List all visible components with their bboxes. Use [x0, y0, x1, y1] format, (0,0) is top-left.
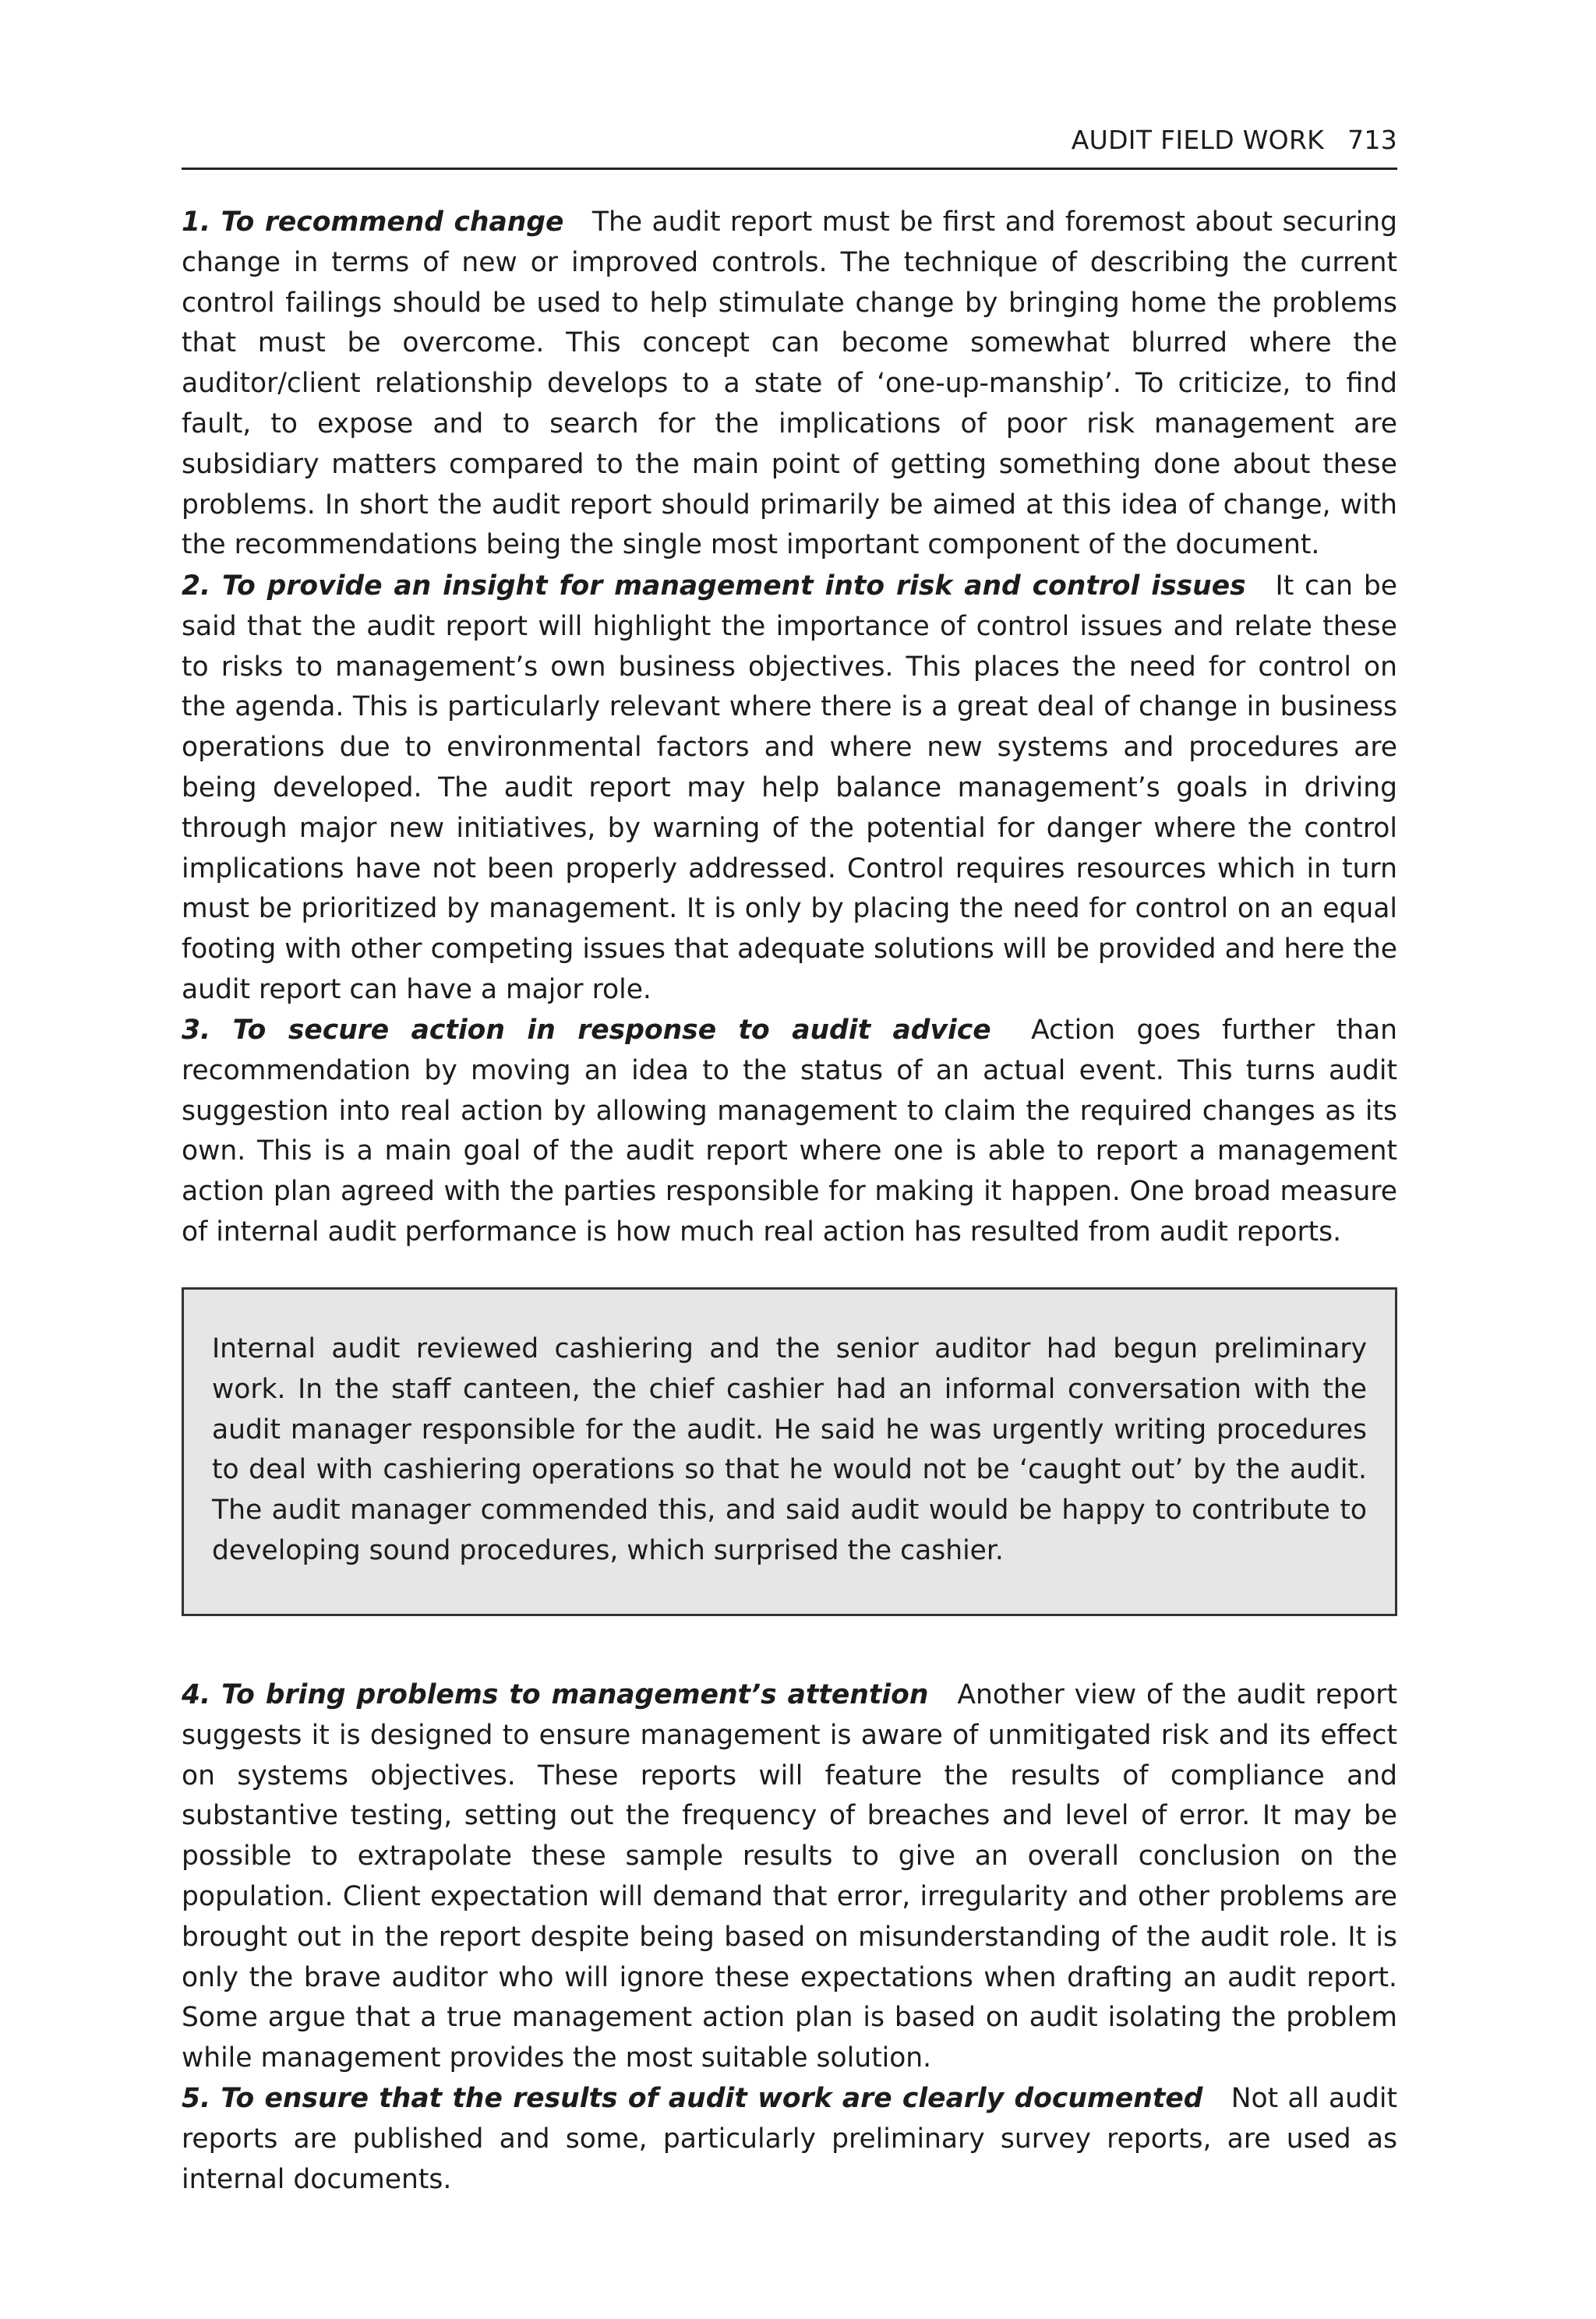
running-title: AUDIT FIELD WORK	[1071, 125, 1325, 155]
case-study-box	[182, 1287, 1397, 1616]
paragraph-5-text: Not all audit reports are published and some, particularly preliminary survey reports, are used as internal documents.	[182, 2083, 1398, 2195]
paragraph-4-heading: 4. To bring problems to management’s attention	[182, 1679, 929, 1710]
paragraph-5-heading: 5. To ensure that the results of audit work are clearly documented	[182, 2083, 1203, 2114]
paragraph-1-text: The audit report must be first and foremost about securing change in terms of new or improved controls. The technique of describing the current control failings should be used to help stimulate change by bringing home the problems that must be overcome. This concept can become somewhat blurred where the auditor/client relationship develops to a state of ‘one-up-manship’. To criticize, to find fault, to expose and to search for the implications of poor risk management are subsidiary matters compared to the main point of getting something done about these problems. In short the audit report should primarily be aimed at this idea of change, with the recommendations being the single most important component of the document.	[182, 206, 1398, 561]
book-page	[182, 0, 1397, 2319]
paragraph-2-heading: 2. To provide an insight for management into risk and control issues	[182, 570, 1246, 602]
paragraph-2	[182, 567, 1397, 1011]
paragraph-1-heading: 1. To recommend change	[182, 206, 564, 238]
paragraph-5	[182, 2079, 1397, 2200]
paragraph-4	[182, 1675, 1397, 2079]
paragraph-4-text: Another view of the audit report suggests it is designed to ensure management is aware of unmitigated risk and its effect on systems objectives. These reports will feature the results of compliance and substantive testing, setting out the frequency of breaches and level of error. It may be possible to extrapolate these sample results to give an overall conclusion on the population. Client expectation will demand that error, irregularity and other problems are brought out in the report despite being based on misunderstanding of the audit role. It is only the brave auditor who will ignore these expectations when drafting an audit report. Some argue that a true management action plan is based on audit isolating the problem while management provides the most suitable solution.	[182, 1679, 1398, 2074]
paragraph-3-heading: 3. To secure action in response to audit advice	[182, 1015, 991, 1046]
paragraph-3-text: Action goes further than recommendation by moving an idea to the status of an actual event. This turns audit suggestion into real action by allowing management to claim the required changes as its own. This is a main goal of the audit report where one is able to report a management action plan agreed with the parties responsible for making it happen. One broad measure of internal audit performance is how much real action has resulted from audit reports.	[182, 1015, 1397, 1248]
paragraph-3	[182, 1011, 1397, 1253]
paragraph-1	[182, 203, 1397, 566]
page-number: 713	[1347, 125, 1397, 155]
paragraph-2-text: It can be said that the audit report will highlight the importance of control issues and relate these to risks to management’s own business objectives. This places the need for control on the agenda. This is particularly relevant where there is a great deal of change in business operations due to environmental factors and where new systems and procedures are being developed. The audit report may help balance management’s goals in driving through major new initiatives, by warning of the potential for danger where the control implications have not been properly addressed. Control requires resources which in turn must be prioritized by management. It is only by placing the need for control on an equal footing with other competing issues that adequate solutions will be provided and here the audit report can have a major role.	[182, 570, 1397, 1005]
running-header	[182, 123, 1397, 164]
header-rule	[182, 168, 1397, 170]
case-study-text: Internal audit reviewed cashiering and the senior auditor had begun preliminary work. In the staff canteen, the chief cashier had an informal conversation with the audit manager responsible for the audit. He said he was urgently writing procedures to deal with cashiering operations so that he would not be ‘caught out’ by the audit. The audit manager commended this, and said audit would be happy to contribute to developing sound procedures, which surprised the cashier.	[212, 1333, 1367, 1566]
